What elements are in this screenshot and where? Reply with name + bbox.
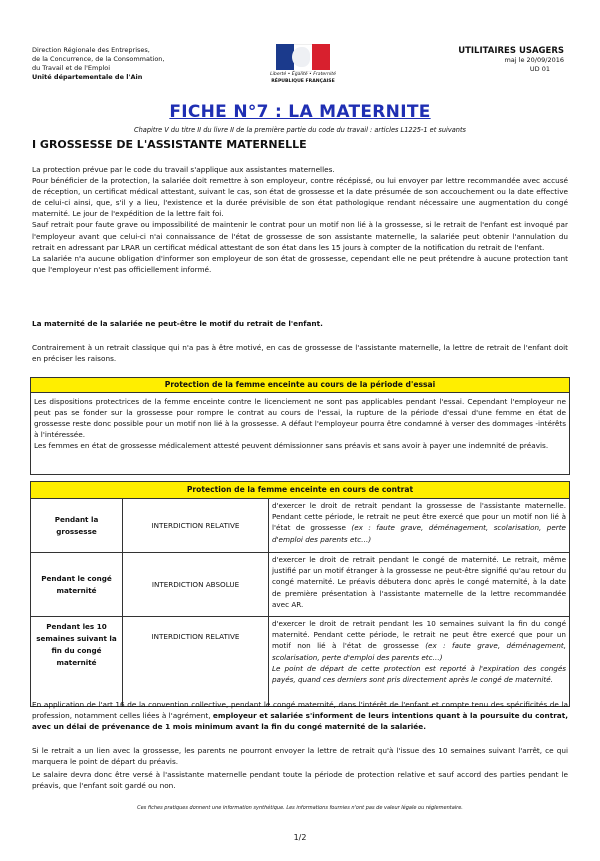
contrat-table [30, 481, 570, 707]
doc-code: UD 01 [529, 64, 550, 73]
bold-statement: La maternité de la salariée ne peut-être le motif du retrait de l'enfant. [32, 319, 323, 328]
protection-type-cell: INTERDICTION ABSOLUE [123, 553, 269, 617]
doc-update-date: maj le 20/09/2016 [504, 56, 564, 64]
disclaimer: Ces fiches pratiques donnent une information synthétique. Les informations fournies n'ont pas de valeur légale ou réglementaire. [137, 805, 463, 811]
table-row [31, 499, 570, 553]
page-title-text: FICHE N°7 : LA MATERNITE [169, 102, 431, 122]
republic-logo [268, 44, 338, 92]
essai-paragraph: Les dispositions protectrices de la femme enceinte contre le licenciement ne sont pas applicables pendant l'essai. Cependant l'employeur ne peut pas se fonder sur la grossesse pour rompre le contrat au cours de l'essai, la rupture de la période d'essai d'une femme en état de grossesse reste donc possible pour un motif non lié à la grossesse. A défaut l'employeur pourra être condamné à verser des dommages -intérêts à l'intéressée. [34, 397, 566, 439]
page-title [0, 102, 600, 122]
page-number: 1/2 [293, 833, 307, 842]
contrat-heading: Protection de la femme enceinte en cours de contrat [31, 482, 570, 499]
period-cell: Pendant le congé maternité [31, 553, 123, 617]
essai-box [30, 377, 570, 475]
rule-examples: (ex : faute grave, déménagement, scolarisation, perte d'emploi des parents etc…) [272, 523, 566, 544]
closing-paragraph: Le salaire devra donc être versé à l'assistante maternelle pendant toute la période de protection relative et sauf accord des parties pendant le préavis, que l'enfant soit gardé ou non. [32, 770, 568, 791]
intro-paragraph: Sauf retrait pour faute grave ou impossibilité de maintenir le contrat pour un motif non lié à la grossesse, si le retrait de l'enfant est invoqué par l'employeur avant que celui-ci n'ai connaissance de l'état de grossesse de son assistante maternelle, la salariée peut obtenir l'annulation du retrait en adressant par LRAR un certificat médical attestant de son état dans les 15 jours à compter de la notification du retrait de l'enfant. [32, 220, 568, 252]
issuer-line: Direction Régionale des Entreprises, [32, 46, 150, 54]
closing-paragraph: Si le retrait a un lien avec la grossesse, les parents ne pourront envoyer la lettre de retrait qu'à l'issue des 10 semaines suivant l'arrêt, ce qui marquera le point de départ du préavis. [32, 746, 568, 767]
rule-cell [269, 617, 570, 707]
issuer-line: du Travail et de l'Emploi [32, 64, 111, 72]
essai-heading: Protection de la femme enceinte au cours de la période d'essai [31, 378, 569, 393]
issuer-block [32, 46, 262, 82]
logo-republic: RÉPUBLIQUE FRANÇAISE [271, 79, 335, 84]
rule-examples: (ex : faute grave, déménagement, scolarisation, perte d'emploi des parents etc…) [272, 641, 566, 662]
issuer-line: de la Concurrence, de la Consommation, [32, 55, 165, 63]
closing-text: En application de l'art 16 de la convention collective, pendant le congé maternité, dans l'intérêt de l'enfant et compte tenu des spécificités de la profession, notamment celles liées à l'agrément, [32, 700, 568, 721]
essai-paragraph: Les femmes en état de grossesse médicalement attesté peuvent démissionner sans préavis et sans avoir à payer une indemnité de préavis. [34, 441, 549, 450]
issuer-unit: Unité départementale de l'Ain [32, 73, 143, 81]
marianne-flag-icon [276, 44, 330, 70]
doc-meta [424, 46, 564, 73]
contrast-paragraph: Contrairement à un retrait classique qui n'a pas à être motivé, en cas de grossesse de l'assistante maternelle, la lettre de retrait de l'enfant doit en préciser les raisons. [32, 343, 568, 364]
closing-bold: employeur et salariée s'informent de leurs intentions quant à la poursuite du contrat, avec un délai de prévenance de 1 mois minimum avant la fin du congé maternité de la salariée. [32, 711, 568, 732]
section-heading: I GROSSESSE DE L'ASSISTANTE MATERNELLE [32, 138, 307, 151]
rule-cell [269, 553, 570, 617]
rule-text: d'exercer le droit de retrait pendant le congé de maternité. Le retrait, même justifié par un motif étranger à la grossesse ne peut-être signifié qu'au retour du congé maternité. Le préavis débutera donc après le congé maternité, à la date de première présentation à l'assistante maternelle de la lettre recommandée avec AR. [272, 555, 566, 609]
intro-text [32, 164, 568, 275]
period-cell: Pendant les 10 semaines suivant la fin du congé maternité [31, 617, 123, 707]
intro-paragraph: La salariée n'a aucune obligation d'informer son employeur de son état de grossesse, cependant elle ne peut prétendre à aucune protection tant que l'employeur n'est pas officiellement informé. [32, 253, 568, 274]
page-subtitle: Chapitre V du titre II du livre II de la première partie du code du travail : articles L1225-1 et suivants [134, 126, 466, 134]
closing-paragraph [32, 699, 568, 732]
table-row [31, 553, 570, 617]
rule-text: d'exercer le droit de retrait pendant les 10 semaines suivant la fin du congé maternité. Pendant cette période, le retrait ne peut être exercé que pour un motif non lié à l'état de grossesse [272, 619, 566, 651]
rule-cell [269, 499, 570, 553]
period-cell: Pendant la grossesse [31, 499, 123, 553]
rule-text: d'exercer le droit de retrait pendant la grossesse de l'assistante maternelle. Pendant cette période, le retrait ne peut être exercé que pour un motif non lié à l'état de grossesse [272, 501, 566, 533]
intro-paragraph: Pour bénéficier de la protection, la salariée doit remettre à son employeur, contre récépissé, ou lui envoyer par lettre recommandée avec accusé de réception, un certificat médical attestant, suivant le cas, son état de grossesse et la date présumée de son accouchement ou la date effective de celui-ci ainsi, que, s'il y a lieu, l'existence et la durée prévisible de son état pathologique rendant nécessaire une augmentation du congé maternité. Le jour de l'expédition de la lettre fait foi. [32, 176, 568, 219]
rule-note: Le point de départ de cette protection est reporté à l'expiration des congés payés, quand ces derniers sont pris directement après le congé de maternité. [272, 663, 566, 685]
table-row [31, 617, 570, 707]
logo-motto: Liberté • Égalité • Fraternité [270, 72, 336, 77]
protection-type-cell: INTERDICTION RELATIVE [123, 617, 269, 707]
protection-type-cell: INTERDICTION RELATIVE [123, 499, 269, 553]
intro-paragraph: La protection prévue par le code du travail s'applique aux assistantes maternelles. [32, 165, 335, 174]
doc-category: UTILITAIRES USAGERS [458, 46, 564, 56]
